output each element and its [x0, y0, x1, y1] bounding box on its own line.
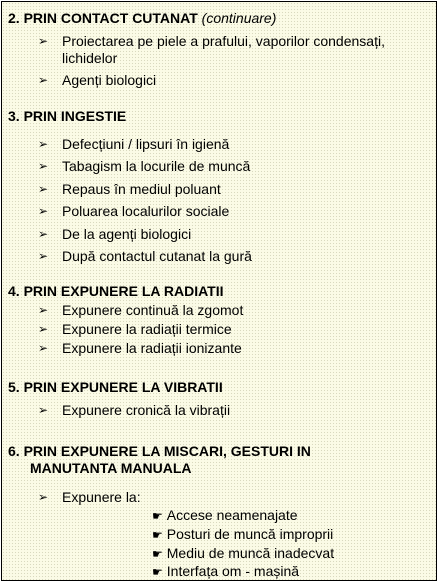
content-box: 2. PRIN CONTACT CUTANAT (continuare) ➢ Proiectarea pe piele a prafului, vaporilor condensați, lichidelor ➢ Agenți biologici 3. PRIN INGESTIE ➢ Defecțiuni / lipsuri în igienă ➢ Tabagism la locurile de muncă ➢ Repaus în mediul poluant ➢ Poluarea localurilor sociale ➢ De la agenți biologici ➢ După contactul cutanat la gură 4. PRIN EXPUNERE LA RADIATII ➢ Expunere continuă la zgomot ➢ Expunere la radiații termice ➢ Expunere la radiații ionizante 5. PRIN EXPUNERE LA VIBRATII ➢ Expunere cronică la vibrații 6. PRIN EXPUNERE LA MISCARI, GESTURI IN MANUTANTA MANUALA ➢ Expunere la: ☛ Accese neamenajate ☛ Posturi de muncă improprii ☛ Mediu de muncă inadecvat ☛ Interfața om - mașină — [1, 1, 437, 581]
arrow-bullet-icon: ➢ — [38, 137, 49, 151]
sub-list-item: ☛ Accese neamenajate — [152, 507, 298, 523]
pointing-hand-icon: ☛ — [152, 547, 163, 561]
pointing-hand-icon: ☛ — [152, 528, 163, 542]
section-4-heading: 4. PRIN EXPUNERE LA RADIATII — [8, 283, 224, 299]
sub-list-item: ☛ Mediu de muncă inadecvat — [152, 545, 335, 561]
arrow-bullet-icon: ➢ — [38, 34, 49, 48]
section-5-heading: 5. PRIN EXPUNERE LA VIBRATII — [8, 379, 223, 395]
section-2-note: (continuare) — [201, 10, 277, 26]
arrow-bullet-icon: ➢ — [38, 204, 49, 218]
sub-list-item: ☛ Interfața om - mașină — [152, 563, 300, 579]
arrow-bullet-icon: ➢ — [38, 182, 49, 196]
arrow-bullet-icon: ➢ — [38, 303, 49, 317]
arrow-bullet-icon: ➢ — [38, 403, 49, 417]
arrow-bullet-icon: ➢ — [38, 227, 49, 241]
arrow-bullet-icon: ➢ — [38, 322, 49, 336]
section-3-heading: 3. PRIN INGESTIE — [8, 108, 127, 124]
arrow-bullet-icon: ➢ — [38, 249, 49, 263]
arrow-bullet-icon: ➢ — [38, 490, 49, 504]
section-2-heading: 2. PRIN CONTACT CUTANAT (continuare) — [8, 10, 277, 26]
section-6-heading-line1: 6. PRIN EXPUNERE LA MISCARI, GESTURI IN — [8, 443, 311, 459]
arrow-bullet-icon: ➢ — [38, 341, 49, 355]
arrow-bullet-icon: ➢ — [38, 159, 49, 173]
section-6-heading-line2: MANUTANTA MANUALA — [30, 460, 192, 476]
pointing-hand-icon: ☛ — [152, 509, 163, 523]
arrow-bullet-icon: ➢ — [38, 73, 49, 87]
pointing-hand-icon: ☛ — [152, 565, 163, 579]
sub-list-item: ☛ Posturi de muncă improprii — [152, 526, 334, 542]
